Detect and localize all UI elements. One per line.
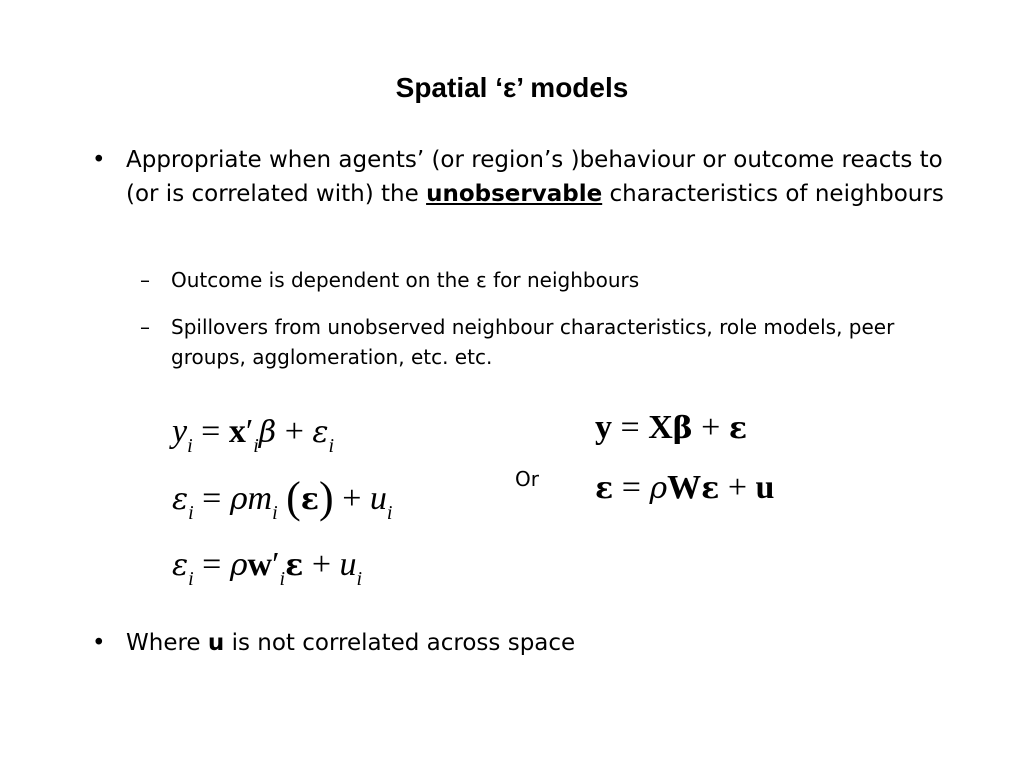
or-label: Or (515, 467, 539, 491)
equation-left-2: $\varepsilon_i = \rho m_i$ $(\varepsilon) + u_i$ (172, 473, 393, 524)
bullet-2-text: Where u is not correlated across space (126, 630, 576, 656)
keyword-u: u (207, 630, 225, 656)
equation-right-2: ε = ρWε + u (595, 469, 775, 506)
subbullet-2-text: Spillovers from unobserved neighbour characteristics, role models, peer groups, agglomeration, etc. etc. (171, 315, 895, 369)
bullet-marker: • (92, 630, 106, 656)
subbullet-marker: – (140, 268, 150, 292)
bullet-1-text: Appropriate when agents’ (or region’s )behaviour or outcome reacts to (or is correlated with) the unobservable characteristics of neighbours (126, 147, 944, 207)
subbullet-1-text: Outcome is dependent on the ε for neighbours (171, 268, 640, 292)
subbullet-marker: – (140, 315, 150, 339)
bullet-marker: • (92, 147, 106, 173)
keyword-unobservable: unobservable (426, 181, 603, 207)
equation-left-3: $\varepsilon_i = \rho w'_i\varepsilon + u_i$ (172, 546, 363, 590)
equation-right-1: y = Xβ + ε (595, 409, 748, 446)
equation-left-1: $y_i = x'_i\beta + \varepsilon_i$ (172, 413, 335, 457)
slide-title: Spatial ‘ε’ models (395, 72, 629, 103)
